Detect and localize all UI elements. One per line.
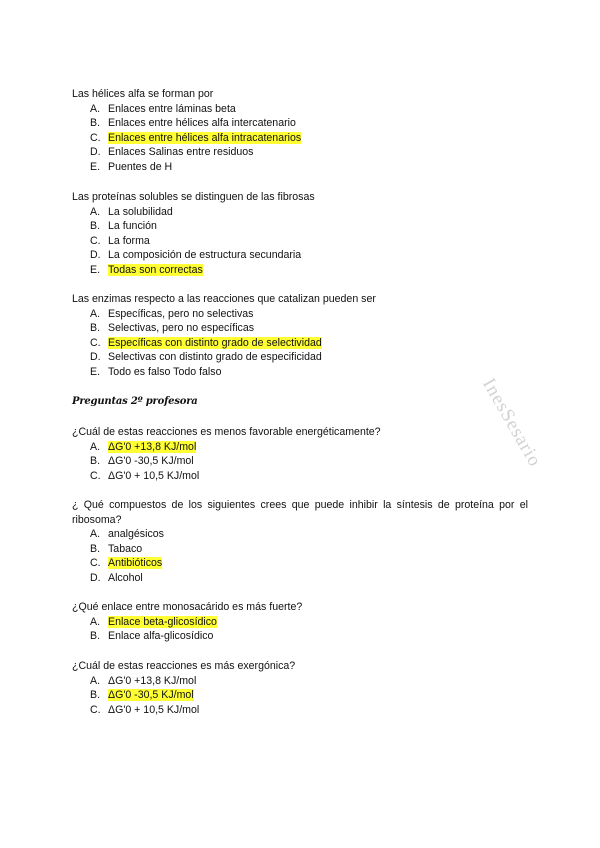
option-c [90,234,532,249]
option-text: Enlaces entre hélices alfa intracatenarios [108,131,302,144]
option-text: La composición de estructura secundaria [108,249,302,262]
option-text: Tabaco [108,542,143,555]
option-letter: D. [90,351,101,364]
option-d [90,248,532,263]
question-text: ¿Cuál de estas reacciones es menos favorable energéticamente? [72,426,381,438]
question-3 [72,292,532,380]
option-b-correct [90,688,532,703]
option-b [90,629,532,644]
option-c-correct [90,556,528,571]
option-letter: C. [90,703,101,716]
option-a [90,205,532,220]
option-c-correct [90,131,532,146]
question-text: ¿Cuál de estas reacciones es más exergónica? [72,660,296,672]
option-e [90,365,532,380]
option-text: Selectivas, pero no específicas [108,322,255,335]
option-text: ΔG'0 +13,8 KJ/mol [108,674,197,687]
option-text: ΔG'0 + 10,5 KJ/mol [108,469,200,482]
option-c [90,469,532,484]
option-text: Selectivas con distinto grado de especificidad [108,351,322,364]
question-text: ¿Qué enlace entre monosacárido es más fuerte? [72,601,303,613]
option-letter: B. [90,542,101,555]
option-letter: C. [90,557,101,570]
question-1 [72,87,532,175]
question-7 [72,659,532,717]
option-letter: A. [90,307,101,320]
option-text: ΔG'0 -30,5 KJ/mol [108,455,194,468]
option-a-correct [90,440,532,455]
option-letter: A. [90,615,101,628]
option-text: Enlaces entre láminas beta [108,102,236,115]
option-letter: D. [90,146,101,159]
option-a [90,527,528,542]
option-text: Antibióticos [108,557,163,570]
option-a [90,307,532,322]
option-text: Enlace beta-glicosídico [108,615,217,628]
watermark: InesSesario [477,374,546,471]
option-letter: C. [90,131,101,144]
option-text: Específicas con distinto grado de selectividad [108,336,322,349]
option-text: Alcohol [108,571,143,584]
option-letter: D. [90,249,101,262]
option-text: La función [108,220,157,233]
option-letter: A. [90,440,101,453]
option-e-correct [90,263,532,278]
option-letter: D. [90,571,101,584]
option-letter: B. [90,117,101,130]
section-title: Preguntas 2º profesora [72,396,198,407]
option-letter: B. [90,455,101,468]
question-5 [72,498,528,586]
option-d [90,571,528,586]
option-text: Específicas, pero no selectivas [108,307,254,320]
option-letter: A. [90,102,101,115]
option-a-correct [90,615,532,630]
option-letter: A. [90,205,101,218]
option-letter: B. [90,220,101,233]
option-text: Todas son correctas [108,263,203,276]
option-b [90,116,532,131]
option-letter: E. [90,263,101,276]
option-text: ΔG'0 + 10,5 KJ/mol [108,703,200,716]
option-text: Enlaces entre hélices alfa intercatenario [108,117,296,130]
option-text: La forma [108,234,150,247]
option-letter: B. [90,689,101,702]
option-a [90,102,532,117]
option-letter: B. [90,322,101,335]
option-text: Enlace alfa-glicosídico [108,630,214,643]
option-b [90,321,532,336]
option-letter: A. [90,528,101,541]
option-text: La solubilidad [108,205,173,218]
option-text: analgésicos [108,528,164,541]
question-2 [72,190,532,278]
question-text: Las hélices alfa se forman por [72,88,214,100]
option-letter: E. [90,160,101,173]
option-a [90,674,532,689]
option-text: Puentes de H [108,160,173,173]
question-6 [72,600,532,644]
question-text: Las enzimas respecto a las reacciones que catalizan pueden ser [72,293,376,305]
question-4 [72,425,532,483]
option-text: Enlaces Salinas entre residuos [108,146,254,159]
option-letter: C. [90,336,101,349]
option-b [90,542,528,557]
option-letter: C. [90,234,101,247]
option-b [90,219,532,234]
question-text: ¿ Qué compuestos de los siguientes crees que puede inhibir la síntesis de proteína por el ribosoma? [72,499,528,526]
option-text: ΔG'0 +13,8 KJ/mol [108,440,197,453]
option-text: ΔG'0 -30,5 KJ/mol [108,689,194,702]
option-letter: C. [90,469,101,482]
option-c [90,703,532,718]
option-b [90,454,532,469]
option-e [90,160,532,175]
option-letter: A. [90,674,101,687]
option-letter: B. [90,630,101,643]
option-text: Todo es falso Todo falso [108,365,222,378]
option-c-correct [90,336,532,351]
option-d [90,350,532,365]
question-text: Las proteínas solubles se distinguen de las fibrosas [72,191,315,203]
option-d [90,145,532,160]
option-letter: E. [90,365,101,378]
